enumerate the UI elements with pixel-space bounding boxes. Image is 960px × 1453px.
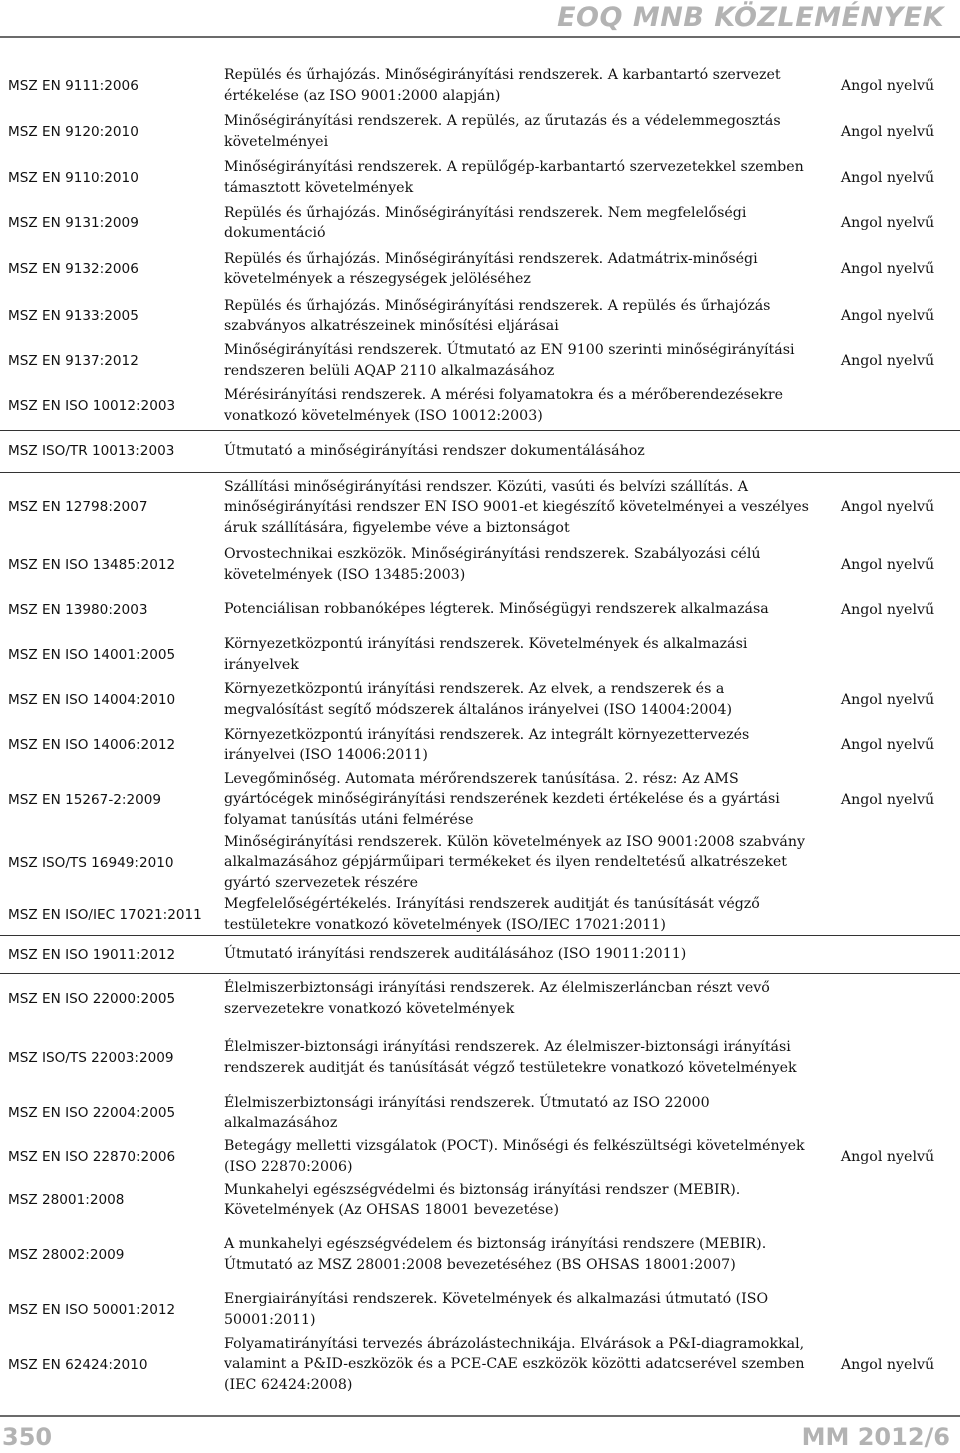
standard-title-cell: Minőségirányítási rendszerek. A repülés, az űrutazás és a védelemmegosztás követelményei (224, 113, 781, 150)
standard-title-cell: Repülés és űrhajózás. Minőségirányítási rendszerek. A repülés és űrhajózás szabványos alkatrészeinek minősítési eljárásai (224, 297, 771, 334)
table-row (0, 1288, 960, 1332)
standard-code-cell: MSZ EN 13980:2003 (8, 601, 148, 618)
table-row (0, 632, 960, 677)
language-cell (815, 894, 960, 936)
standard-code-cell: MSZ EN 9137:2012 (8, 352, 139, 369)
standard-code-cell: MSZ EN 62424:2010 (8, 1356, 148, 1373)
standard-title-cell: Élelmiszerbiztonsági irányítási rendszerek. Útmutató az ISO 22000 alkalmazásához (224, 1094, 710, 1131)
standard-code-cell: MSZ EN 9131:2009 (8, 215, 139, 231)
table-row (0, 587, 960, 632)
language-cell (815, 1024, 960, 1092)
standard-title-cell: Repülés és űrhajózás. Minőségirányítási rendszerek. Nem megfelelőségi dokumentáció (224, 204, 747, 241)
standard-title-cell: Minőségirányítási rendszerek. Külön követelmények az ISO 9001:2008 szabvány alkalmazásához gépjárműipari termékeket és ilyen rendeltetésű alkatrészeket gyártó szervezetek részére (224, 833, 805, 891)
standard-title-cell: Orvostechnikai eszközök. Minőségirányítási rendszerek. Szabályozási célú követelmények (ISO 13485:2003) (224, 546, 761, 583)
standard-code-cell: MSZ EN 12798:2007 (0, 472, 220, 542)
language-cell: Angol nyelvű (815, 472, 960, 542)
language-cell: Angol nyelvű (840, 556, 935, 573)
standard-title-cell: Potenciálisan robbanóképes légterek. Minőségügyi rendszerek alkalmazása (224, 601, 769, 618)
language-cell (815, 831, 960, 894)
language-cell: Angol nyelvű (840, 169, 935, 186)
language-cell: Angol nyelvű (840, 308, 935, 324)
standard-code-cell: MSZ 28002:2009 (8, 1246, 125, 1263)
standard-code-cell: MSZ EN ISO 22000:2005 (0, 974, 220, 1024)
table-row (0, 293, 960, 339)
table-row (0, 936, 960, 974)
standard-code-cell: MSZ EN 9133:2005 (8, 308, 139, 324)
standard-code-cell: MSZ EN ISO 13485:2012 (8, 556, 176, 573)
table-row (0, 201, 960, 245)
table-row (0, 1179, 960, 1222)
standard-code-cell: MSZ 28001:2008 (8, 1192, 125, 1208)
standard-title-cell: Betegágy melletti vizsgálatok (POCT). Minőségi és felkészültségi követelmények (ISO 22870:2006) (224, 1138, 805, 1175)
standard-title-cell: Útmutató irányítási rendszerek auditálásához (ISO 19011:2011) (220, 936, 815, 974)
standard-title-cell: Minőségirányítási rendszerek. Útmutató az EN 9100 szerinti minőségirányítási rendszeren belüli AQAP 2110 alkalmazásához (224, 342, 795, 379)
language-cell (815, 1179, 960, 1222)
table-row (0, 154, 960, 201)
language-cell: Angol nyelvű (840, 737, 935, 753)
standard-code-cell: MSZ EN 9111:2006 (8, 77, 139, 94)
table-row (0, 542, 960, 587)
language-cell (815, 632, 960, 677)
language-cell (815, 974, 960, 1024)
standard-title-cell: Élelmiszer-biztonsági irányítási rendszerek. Az élelmiszer-biztonsági irányítási rendszerek auditját és tanúsítását végző testületekre vonatkozó követelmények (224, 1039, 797, 1076)
standard-code-cell: MSZ EN ISO 50001:2012 (8, 1301, 176, 1318)
standard-title-cell: Repülés és űrhajózás. Minőségirányítási rendszerek. A karbantartó szervezet értékelése (az ISO 9001:2000 alapján) (224, 67, 781, 104)
running-header-title: EOQ MNB KÖZLEMÉNYEK (557, 2, 944, 33)
standard-code-cell: MSZ EN ISO 14001:2005 (8, 646, 176, 663)
table-row (0, 1332, 960, 1398)
issue-label: MM 2012/6 (801, 1423, 950, 1451)
standard-code-cell: MSZ EN ISO 22870:2006 (8, 1148, 176, 1165)
standard-code-cell: MSZ ISO/TS 16949:2010 (8, 854, 174, 871)
standard-title-cell: Repülés és űrhajózás. Minőségirányítási rendszerek. Adatmátrix-minőségi követelmények a részegységek jelöléséhez (224, 250, 758, 287)
standard-title-cell: Környezetközpontú irányítási rendszerek. Az elvek, a rendszerek és a megvalósítást segítő módszerek általános irányelvei (ISO 14004:2004) (224, 681, 733, 718)
table-row (0, 109, 960, 154)
standard-code-cell: MSZ EN ISO/IEC 17021:2011 (8, 906, 202, 923)
standard-code-cell: MSZ ISO/TS 22003:2009 (8, 1049, 174, 1066)
standard-title-cell: Szállítási minőségirányítási rendszer. Közúti, vasúti és belvízi szállítás. A minőségirányítási rendszer EN ISO 9001-et kiegészítő követelményei a veszélyes áruk szállítására, figyelembe véve a biztonságot (220, 472, 815, 542)
page-number: 350 (2, 1423, 53, 1451)
language-cell (815, 382, 960, 430)
table-row (0, 382, 960, 430)
header-rule (0, 36, 960, 38)
language-cell (815, 430, 960, 472)
standard-code-cell: MSZ EN ISO 10012:2003 (8, 397, 176, 414)
table-row (0, 1092, 960, 1135)
standard-title-cell: Levegőminőség. Automata mérőrendszerek tanúsítása. 2. rész: Az AMS gyártócégek minőségirányítási rendszerének kezdeti értékelése és a gyártási folyamat tanúsítás utáni felmérése (224, 770, 780, 828)
footer-rule (0, 1415, 960, 1417)
table-row (0, 722, 960, 768)
standard-title-cell: Munkahelyi egészségvédelmi és biztonság irányítási rendszer (MEBIR). Követelmények (Az OHSAS 18001 bevezetése) (224, 1181, 741, 1218)
table-row (0, 1222, 960, 1288)
standard-title-cell: Élelmiszerbiztonsági irányítási rendszerek. Az élelmiszerláncban részt vevő szervezetekre vonatkozó követelmények (220, 974, 815, 1024)
language-cell: Angol nyelvű (840, 261, 935, 277)
language-cell: Angol nyelvű (840, 791, 935, 808)
language-cell: Angol nyelvű (840, 601, 935, 618)
language-cell (815, 936, 960, 974)
table-row (0, 831, 960, 894)
table-row (0, 974, 960, 1024)
standard-title-cell: Megfelelőségértékelés. Irányítási rendszerek auditját és tanúsítását végző testületekre vonatkozó követelmények (ISO/IEC 17021:2011) (224, 896, 760, 933)
language-cell (815, 1092, 960, 1135)
standard-title-cell: Útmutató a minőségirányítási rendszer dokumentálásához (220, 430, 815, 472)
table-row (0, 245, 960, 293)
table-row (0, 472, 960, 542)
standard-code-cell: MSZ EN 9110:2010 (8, 169, 139, 186)
standard-code-cell: MSZ EN ISO 14006:2012 (8, 737, 176, 753)
standard-code-cell: MSZ ISO/TR 10013:2003 (0, 430, 220, 472)
standard-code-cell: MSZ EN 9120:2010 (8, 123, 139, 140)
language-cell: Angol nyelvű (840, 215, 935, 231)
standard-title-cell: Környezetközpontú irányítási rendszerek. Követelmények és alkalmazási irányelvek (224, 636, 748, 673)
table-row (0, 677, 960, 722)
standard-title-cell: Mérésirányítási rendszerek. A mérési folyamatokra és a mérőberendezésekre vonatkozó követelmények (ISO 10012:2003) (224, 387, 784, 424)
standard-code-cell: MSZ EN 9132:2006 (8, 261, 139, 277)
language-cell (815, 1288, 960, 1332)
table-row (0, 430, 960, 472)
language-cell: Angol nyelvű (840, 352, 935, 369)
table-row (0, 768, 960, 831)
standard-code-cell: MSZ EN ISO 14004:2010 (8, 691, 176, 708)
language-cell: Angol nyelvű (840, 77, 935, 94)
standard-title-cell: Minőségirányítási rendszerek. A repülőgép-karbantartó szervezetekkel szemben támasztott követelmények (224, 159, 804, 196)
standard-code-cell: MSZ EN 15267-2:2009 (8, 791, 162, 808)
language-cell: Angol nyelvű (840, 123, 935, 140)
language-cell: Angol nyelvű (840, 691, 935, 708)
table-row (0, 62, 960, 109)
table-row (0, 894, 960, 936)
standard-code-cell: MSZ EN ISO 19011:2012 (0, 936, 220, 974)
standard-title-cell: A munkahelyi egészségvédelem és biztonság irányítási rendszere (MEBIR). Útmutató az MSZ 28001:2008 bevezetéséhez (BS OHSAS 18001:2007) (224, 1236, 767, 1273)
language-cell: Angol nyelvű (840, 1148, 935, 1165)
language-cell (815, 1222, 960, 1288)
standard-title-cell: Folyamatirányítási tervezés ábrázolástechnikája. Elvárások a P&I-diagramokkal, valamint a P&ID-eszközök és a PCE-CAE eszközök közötti adatcserével szemben (IEC 62424:2008) (224, 1335, 805, 1393)
standard-title-cell: Környezetközpontú irányítási rendszerek. Az integrált környezettervezés irányelvei (ISO 14006:2011) (224, 726, 750, 763)
language-cell: Angol nyelvű (840, 1356, 935, 1373)
standard-title-cell: Energiairányítási rendszerek. Követelmények és alkalmazási útmutató (ISO 50001:2011) (224, 1291, 769, 1328)
table-row (0, 1135, 960, 1179)
standards-table (0, 62, 960, 1398)
table-row (0, 1024, 960, 1092)
table-row (0, 339, 960, 382)
standard-code-cell: MSZ EN ISO 22004:2005 (8, 1105, 176, 1121)
